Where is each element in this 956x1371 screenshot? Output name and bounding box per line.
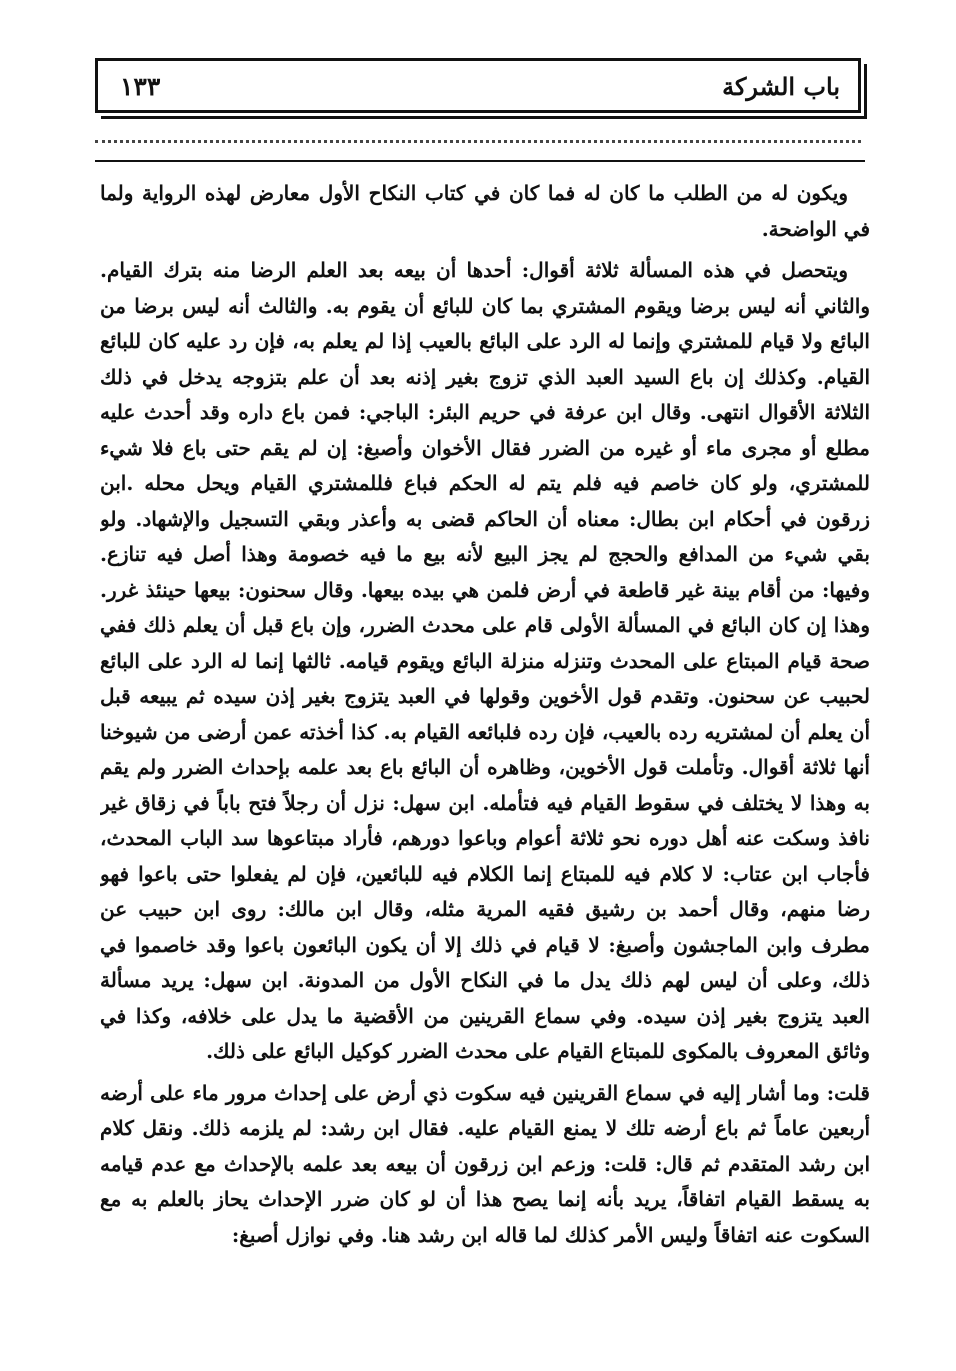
paragraph-2: ويتحصل في هذه المسألة ثلاثة أقوال: أحدها أن بيعه بعد العلم الرضا منه بترك القيام. والثاني أنه ليس برضا ويقوم المشتري بما كان للبائع أن يقوم به. والثالث أنه ليس برضا من البائع ولا قيام للمشتري وإنما له الرد على البائع بالعيب إذا لم يعلم به، فإن رد عليه كان للبائع القيام. وكذلك إن باع السيد العبد الذي تزوج بغير إذنه بعد أن علم بتزوجه يدخل في ذلك الثلاثة الأقوال انتهى. وقال ابن عرفة في حريم البئر: الباجي: فمن باع داره وقد أحدث عليه مطلع أو مجرى ماء أو غيره من الضرر فقال الأخوان وأصبغ: إن لم يقم حتى باع فلا شيء للمشتري، ولو كان خاصم فيه فلم يتم له الحكم فباع فللمشتري القيام ويحل محله .ابن زرقون في أحكام ابن بطال: معناه أن الحاكم قضى به وأعذر وبقي التسجيل والإشهاد. ولو بقي شيء من المدافع والحجج لم يجز البيع لأنه بيع ما فيه خصومة وهذا أصل فيه تنازع. وفيها: من أقام بينة غير قاطعة في أرض فلمن هي بيده بيعها. وقال سحنون: بيعها حينئذ غرر. وهذا إن كان البائع في المسألة الأولى قام على محدث الضرر، وإن باع قبل أن يعلم ذلك ففي صحة قيام المبتاع على المحدث وتنزله منزلة البائع ويقوم قيامه. ثالثها إنما له الرد على البائع لحبيب عن سحنون. وتقدم قول الأخوين وقولها في العبد يتزوج بغير إذن سيده ثم يبيعه قبل أن يعلم أن لمشتريه رده بالعيب، فإن رده فلبائعه القيام به. كذا أخذته عمن أرضى من شيوخنا أنها ثلاثة أقوال. وتأملت قول الأخوين، وظاهره أن البائع باع بعد علمه بإحداث الضرر ولم يقم به وهذا لا يختلف في سقوط القيام فيه فتأمله. ابن سهل: نزل أن رجلاً فتح باباً في زقاق غير نافذ وسكت عنه أهل دوره نحو ثلاثة أعوام وباعوا دورهم، فأراد مبتاعوها سد الباب المحدث، فأجاب ابن عتاب: لا كلام فيه للمبتاع إنما الكلام فيه للبائعين، فإن لم يفعلوا حتى باعوا فهو رضا منهم، وقال أحمد بن رشيق فقيه المرية مثله، وقال ابن مالك: روى ابن حبيب عن مطرف وابن الماجشون وأصبغ: لا قيام في ذلك إلا أن يكون البائعون باعوا وقد خاصموا في ذلك، وعلى أن ليس لهم ذلك يدل ما في النكاح الأول من المدونة. ابن سهل: يريد مسألة العبد يتزوج بغير إذن سيده. وفي سماع القرينين من الأقضية ما يدل على خلافه، وكذا في وثائق المعروف بالمكوى للمبتاع القيام على محدث الضرر كوكيل البائع على ذلك.: [100, 258, 870, 1063]
main-text: [100, 176, 870, 1326]
page-header: [95, 58, 861, 113]
solid-divider: [95, 160, 865, 162]
page-number: ١٣٣: [120, 72, 161, 101]
dotted-divider: [95, 140, 861, 143]
paragraph-1: ويكون له من الطلب ما كان له فما كان في كتاب النكاح الأول معارض لهذه الرواية ولما في الواضحة.: [100, 181, 870, 241]
paragraph-3: قلت: وما أشار إليه في سماع القرينين فيه سكوت ذي أرض على إحداث مرور ماء على أرضه أربعين عاماً ثم باع أرضه تلك لا يمنع القيام عليه. فقال ابن رشد: لم يلزمه ذلك. ونقل كلام ابن رشد المتقدم ثم قال: قلت: وزعم ابن زرقون أن بيعه بعد علمه بالإحداث مع عدم قيامه به يسقط القيام اتفاقاً، يريد بأنه إنما يصح هذا أن لو كان ضرر الإحداث يحاز بالعلم به مع السكوت عنه اتفاقاً وليس الأمر كذلك لما قاله ابن رشد هنا. وفي نوازل أصبغ:: [100, 1080, 870, 1247]
chapter-title: باب الشركة: [722, 72, 840, 101]
